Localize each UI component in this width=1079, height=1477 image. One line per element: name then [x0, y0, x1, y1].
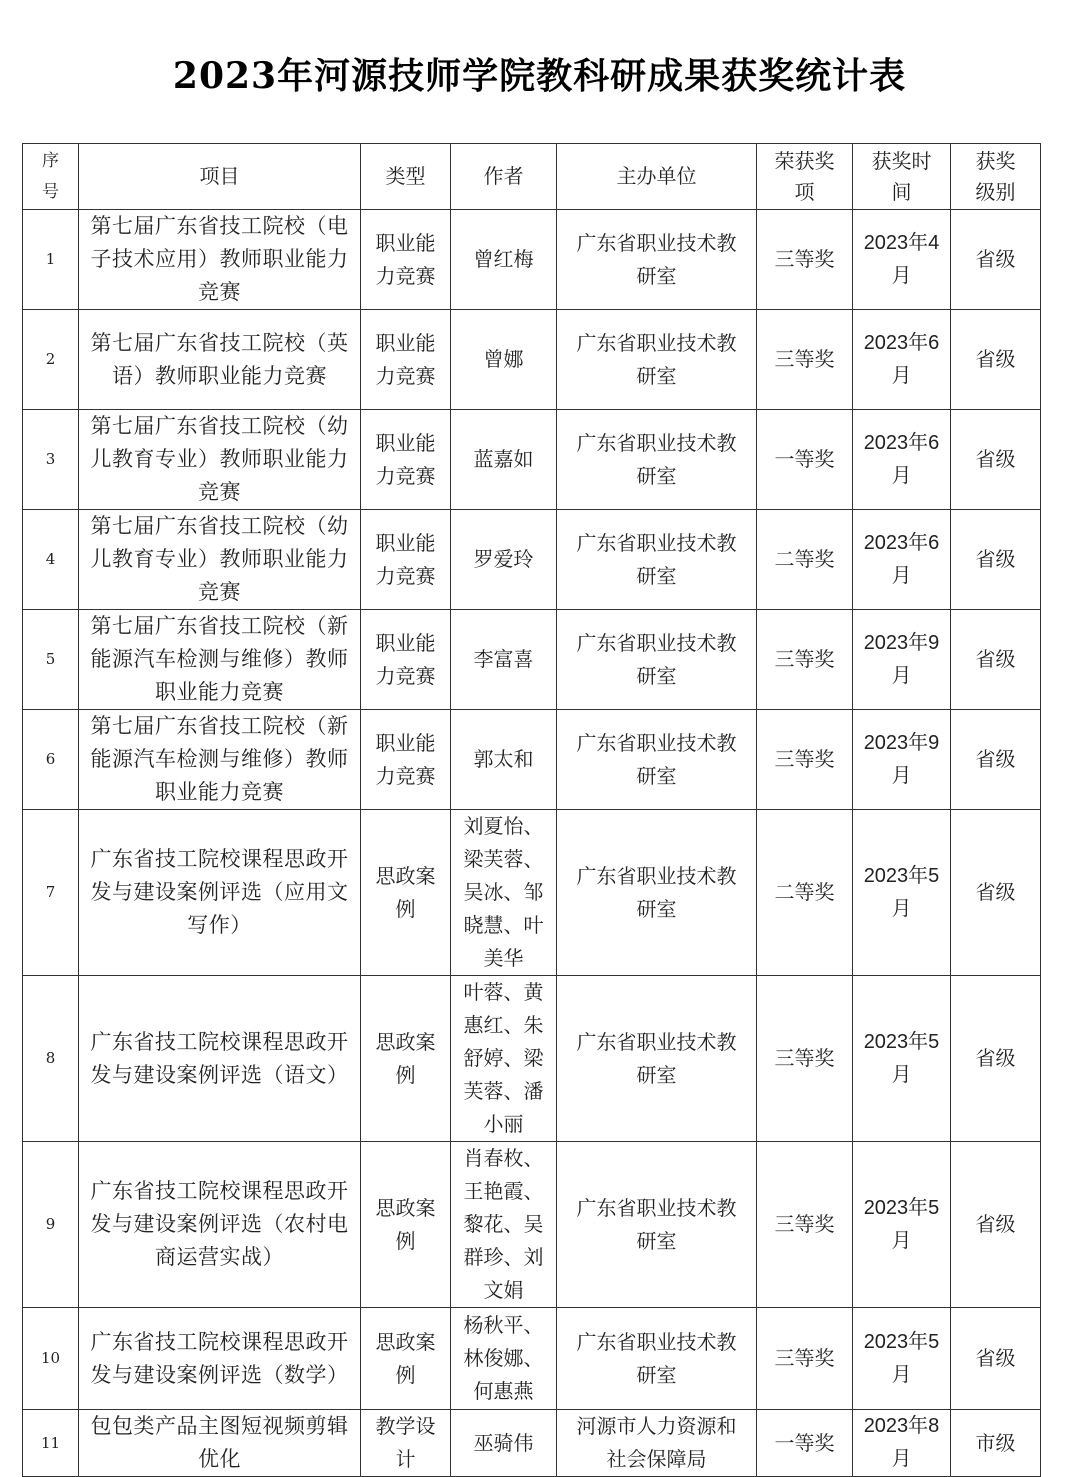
- cell-level: 省级: [951, 510, 1041, 610]
- cell-project: 第七届广东省技工院校（幼儿教育专业）教师职业能力竞赛: [79, 410, 361, 510]
- header-level: 获奖级别: [951, 144, 1041, 210]
- table-row: [23, 510, 1041, 610]
- cell-award: 三等奖: [757, 1308, 853, 1410]
- header-author: 作者: [451, 144, 557, 210]
- cell-type: 职业能力竞赛: [361, 410, 451, 510]
- cell-type: 思政案例: [361, 1308, 451, 1410]
- cell-organizer: 广东省职业技术教研室: [557, 810, 757, 976]
- table-row: [23, 976, 1041, 1142]
- table-row: [23, 1142, 1041, 1308]
- cell-organizer: 广东省职业技术教研室: [557, 1142, 757, 1308]
- cell-date: 2023年5月: [853, 976, 951, 1142]
- cell-index: 3: [23, 410, 79, 510]
- cell-level: 省级: [951, 210, 1041, 310]
- cell-author: 郭太和: [451, 710, 557, 810]
- cell-award: 三等奖: [757, 1142, 853, 1308]
- cell-organizer: 广东省职业技术教研室: [557, 210, 757, 310]
- cell-index: 6: [23, 710, 79, 810]
- cell-level: 市级: [951, 1410, 1041, 1477]
- header-date: 获奖时间: [853, 144, 951, 210]
- cell-award: 三等奖: [757, 610, 853, 710]
- cell-award: 二等奖: [757, 810, 853, 976]
- cell-award: 三等奖: [757, 310, 853, 410]
- cell-index: 10: [23, 1308, 79, 1410]
- header-type: 类型: [361, 144, 451, 210]
- cell-date: 2023年9月: [853, 610, 951, 710]
- cell-author: 曾红梅: [451, 210, 557, 310]
- cell-organizer: 广东省职业技术教研室: [557, 610, 757, 710]
- cell-author: 罗爱玲: [451, 510, 557, 610]
- cell-project: 广东省技工院校课程思政开发与建设案例评选（应用文写作）: [79, 810, 361, 976]
- cell-level: 省级: [951, 810, 1041, 976]
- cell-type: 思政案例: [361, 1142, 451, 1308]
- cell-type: 职业能力竞赛: [361, 310, 451, 410]
- table-row: [23, 210, 1041, 310]
- cell-type: 教学设计: [361, 1410, 451, 1477]
- cell-author: 曾娜: [451, 310, 557, 410]
- cell-author: 肖春枚、王艳霞、黎花、吴群珍、刘文娟: [451, 1142, 557, 1308]
- table-row: [23, 610, 1041, 710]
- cell-level: 省级: [951, 976, 1041, 1142]
- awards-table: [22, 143, 1041, 1477]
- cell-organizer: 广东省职业技术教研室: [557, 976, 757, 1142]
- cell-author: 巫骑伟: [451, 1410, 557, 1477]
- header-index: 序号: [23, 144, 79, 210]
- table-row: [23, 810, 1041, 976]
- cell-organizer: 广东省职业技术教研室: [557, 310, 757, 410]
- cell-type: 职业能力竞赛: [361, 610, 451, 710]
- cell-index: 11: [23, 1410, 79, 1477]
- table-row: [23, 410, 1041, 510]
- cell-organizer: 河源市人力资源和社会保障局: [557, 1410, 757, 1477]
- cell-author: 蓝嘉如: [451, 410, 557, 510]
- cell-index: 9: [23, 1142, 79, 1308]
- cell-organizer: 广东省职业技术教研室: [557, 710, 757, 810]
- cell-project: 第七届广东省技工院校（英语）教师职业能力竞赛: [79, 310, 361, 410]
- cell-project: 广东省技工院校课程思政开发与建设案例评选（语文）: [79, 976, 361, 1142]
- cell-type: 思政案例: [361, 976, 451, 1142]
- cell-author: 杨秋平、林俊娜、何惠燕: [451, 1308, 557, 1410]
- cell-index: 8: [23, 976, 79, 1142]
- cell-project: 包包类产品主图短视频剪辑优化: [79, 1410, 361, 1477]
- cell-organizer: 广东省职业技术教研室: [557, 1308, 757, 1410]
- cell-date: 2023年5月: [853, 1308, 951, 1410]
- cell-date: 2023年8月: [853, 1410, 951, 1477]
- header-project: 项目: [79, 144, 361, 210]
- header-organizer: 主办单位: [557, 144, 757, 210]
- cell-organizer: 广东省职业技术教研室: [557, 410, 757, 510]
- table-row: [23, 710, 1041, 810]
- cell-type: 职业能力竞赛: [361, 510, 451, 610]
- cell-award: 一等奖: [757, 1410, 853, 1477]
- cell-index: 7: [23, 810, 79, 976]
- cell-award: 一等奖: [757, 410, 853, 510]
- cell-project: 广东省技工院校课程思政开发与建设案例评选（数学）: [79, 1308, 361, 1410]
- table-row: [23, 1410, 1041, 1477]
- cell-date: 2023年6月: [853, 410, 951, 510]
- cell-date: 2023年4月: [853, 210, 951, 310]
- table-body: [23, 210, 1041, 1477]
- cell-level: 省级: [951, 1308, 1041, 1410]
- cell-date: 2023年9月: [853, 710, 951, 810]
- header-award: 荣获奖项: [757, 144, 853, 210]
- cell-index: 1: [23, 210, 79, 310]
- cell-project: 第七届广东省技工院校（新能源汽车检测与维修）教师职业能力竞赛: [79, 610, 361, 710]
- cell-author: 李富喜: [451, 610, 557, 710]
- page-title: 2023年河源技师学院教科研成果获奖统计表: [172, 55, 907, 97]
- cell-level: 省级: [951, 710, 1041, 810]
- table-row: [23, 310, 1041, 410]
- cell-award: 三等奖: [757, 210, 853, 310]
- cell-level: 省级: [951, 610, 1041, 710]
- cell-level: 省级: [951, 410, 1041, 510]
- cell-type: 职业能力竞赛: [361, 210, 451, 310]
- cell-date: 2023年6月: [853, 510, 951, 610]
- table-row: [23, 1308, 1041, 1410]
- cell-index: 5: [23, 610, 79, 710]
- cell-index: 2: [23, 310, 79, 410]
- cell-author: 刘夏怡、梁芙蓉、吴冰、邹晓慧、叶美华: [451, 810, 557, 976]
- cell-type: 思政案例: [361, 810, 451, 976]
- cell-author: 叶蓉、黄惠红、朱舒婷、梁芙蓉、潘小丽: [451, 976, 557, 1142]
- cell-project: 第七届广东省技工院校（电子技术应用）教师职业能力竞赛: [79, 210, 361, 310]
- cell-index: 4: [23, 510, 79, 610]
- cell-project: 第七届广东省技工院校（新能源汽车检测与维修）教师职业能力竞赛: [79, 710, 361, 810]
- cell-award: 二等奖: [757, 510, 853, 610]
- cell-award: 三等奖: [757, 976, 853, 1142]
- cell-project: 第七届广东省技工院校（幼儿教育专业）教师职业能力竞赛: [79, 510, 361, 610]
- cell-award: 三等奖: [757, 710, 853, 810]
- cell-type: 职业能力竞赛: [361, 710, 451, 810]
- header-row: [23, 144, 1041, 210]
- cell-organizer: 广东省职业技术教研室: [557, 510, 757, 610]
- cell-level: 省级: [951, 310, 1041, 410]
- cell-project: 广东省技工院校课程思政开发与建设案例评选（农村电商运营实战）: [79, 1142, 361, 1308]
- cell-date: 2023年6月: [853, 310, 951, 410]
- cell-date: 2023年5月: [853, 1142, 951, 1308]
- cell-level: 省级: [951, 1142, 1041, 1308]
- cell-date: 2023年5月: [853, 810, 951, 976]
